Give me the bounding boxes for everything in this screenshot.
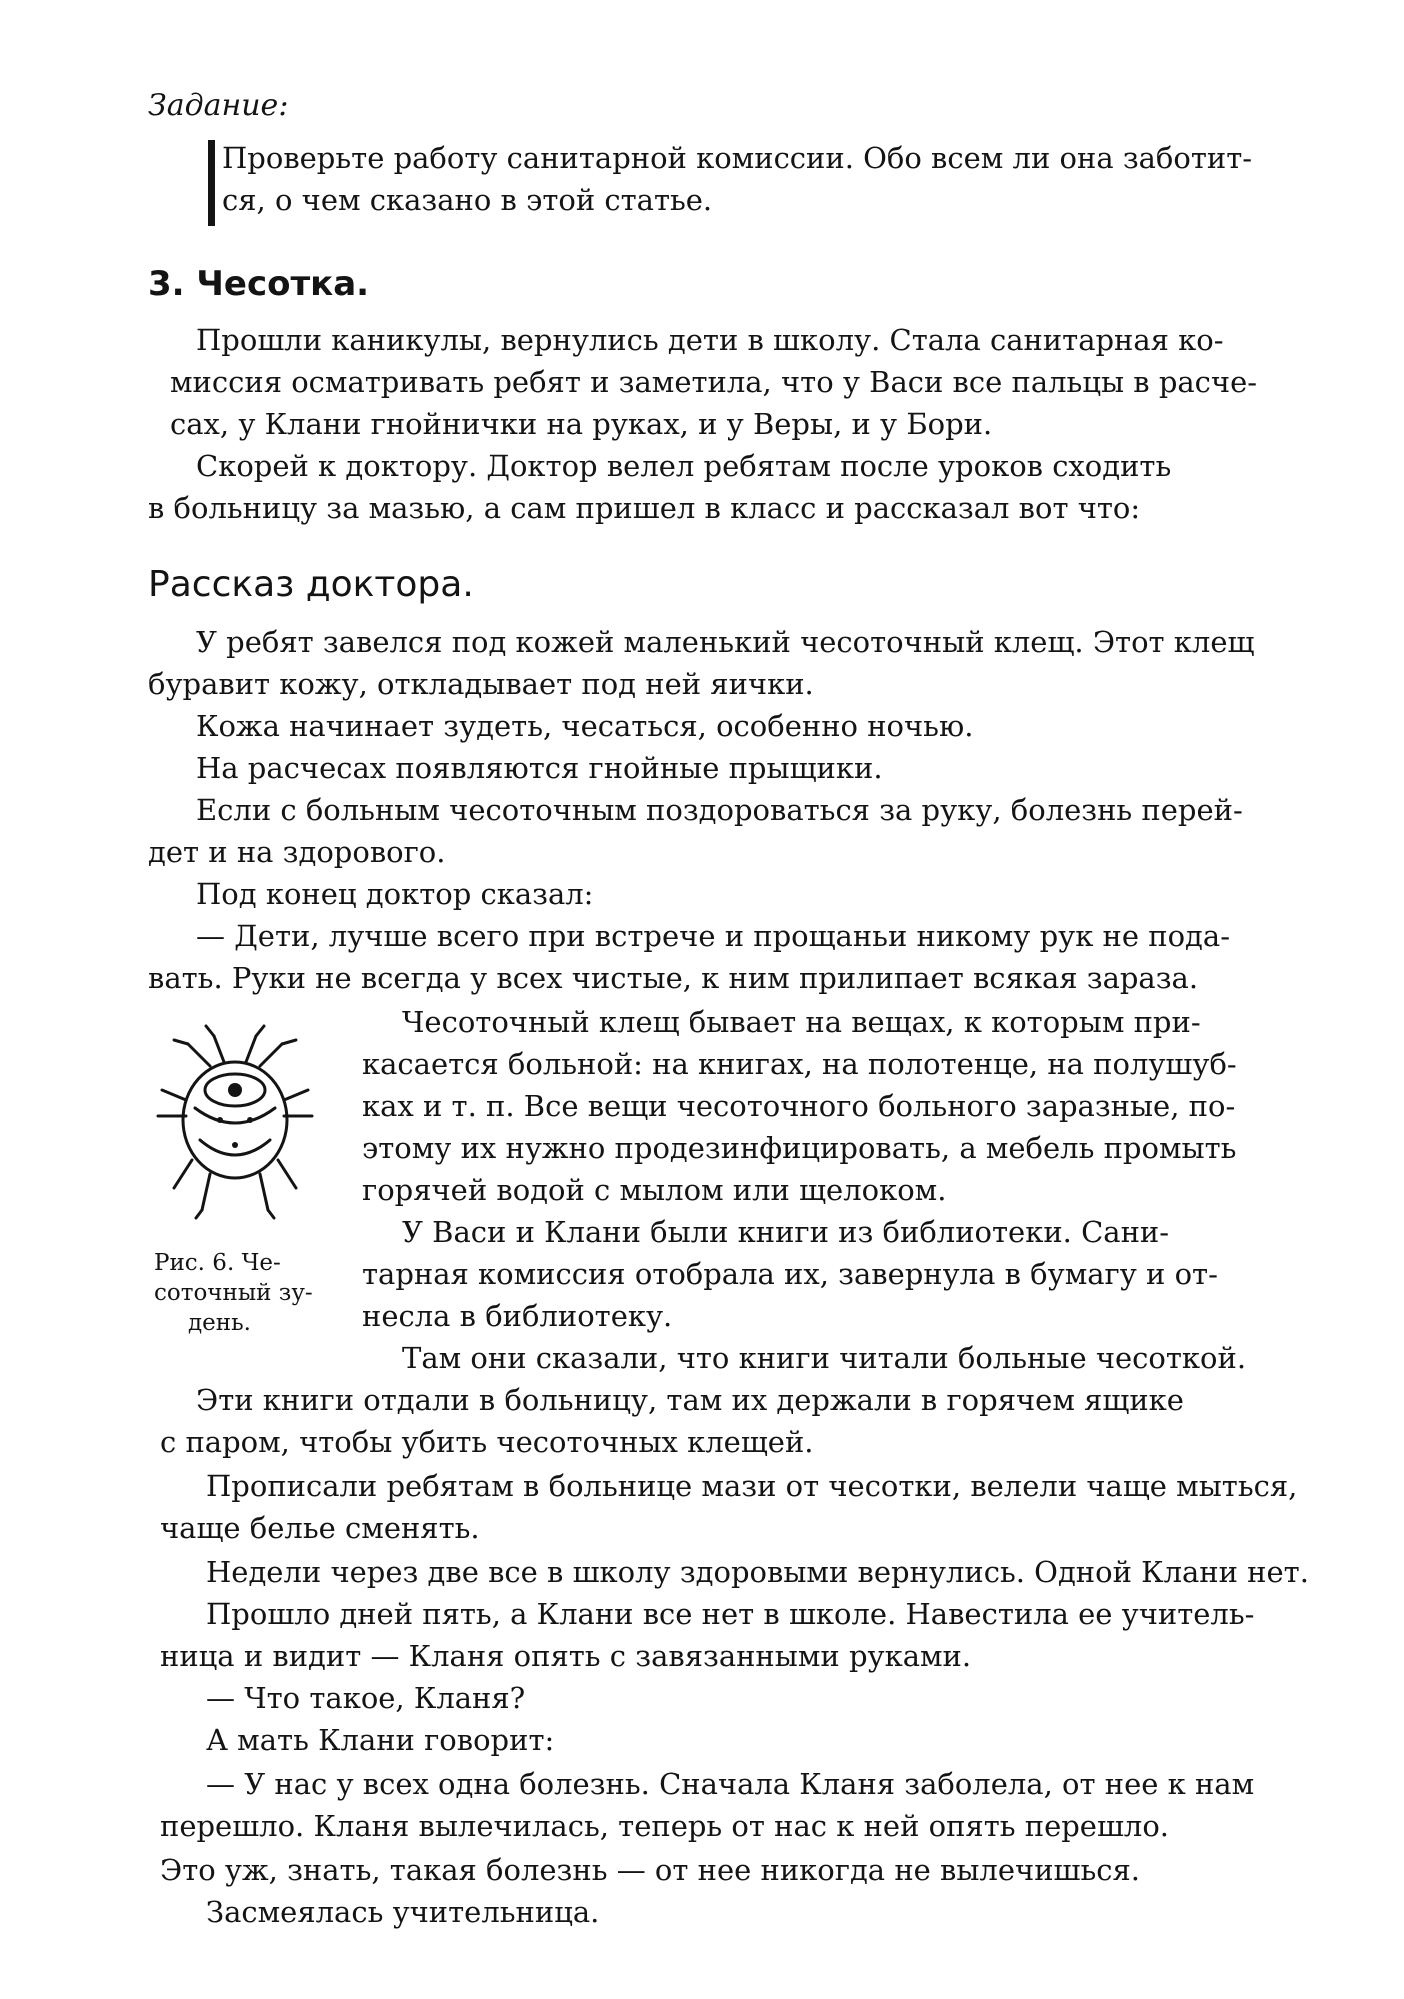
paragraph-line: сах, у Клани гнойнички на руках, и у Веры, и у Бори. xyxy=(170,407,993,441)
section-heading: 3. Чесотка. xyxy=(148,264,370,304)
story-line: Под конец доктор сказал: xyxy=(196,877,594,911)
story-line: Засмеялась учительница. xyxy=(206,1895,600,1929)
story-line: — У нас у всех одна болезнь. Сначала Кланя заболела, от нее к нам xyxy=(206,1767,1255,1801)
story-line: горячей водой с мылом или щелоком. xyxy=(362,1173,947,1207)
story-line: касается больной: на книгах, на полотенце, на полушуб- xyxy=(362,1047,1237,1081)
paragraph-line: миссия осматривать ребят и заметила, что у Васи все пальцы в расче- xyxy=(170,365,1258,399)
story-line: этому их нужно продезинфицировать, а мебель промыть xyxy=(362,1131,1237,1165)
assignment-line-2: ся, о чем сказано в этой статье. xyxy=(222,183,713,217)
story-line: На расчесах появляются гнойные прыщики. xyxy=(196,751,883,785)
story-line: — Дети, лучше всего при встрече и прощаньи никому рук не пода- xyxy=(196,919,1231,953)
story-line: Кожа начинает зудеть, чесаться, особенно ночью. xyxy=(196,709,974,743)
paragraph-line: в больницу за мазью, а сам пришел в класс и рассказал вот что: xyxy=(148,491,1141,525)
figure-caption-line: соточный зу- xyxy=(154,1280,313,1306)
assignment-label: Задание: xyxy=(148,88,289,123)
story-line: тарная комиссия отобрала их, завернула в бумагу и от- xyxy=(362,1257,1218,1291)
story-line: с паром, чтобы убить чесоточных клещей. xyxy=(160,1425,814,1459)
story-line: Недели через две все в школу здоровыми вернулись. Одной Клани нет. xyxy=(206,1555,1309,1589)
assignment-bar xyxy=(208,140,215,226)
story-line: Чесоточный клещ бывает на вещах, к которым при- xyxy=(402,1005,1201,1039)
story-line: перешло. Кланя вылечилась, теперь от нас к ней опять перешло. xyxy=(160,1809,1170,1843)
story-line: вать. Руки не всегда у всех чистые, к ним прилипает всякая зараза. xyxy=(148,961,1199,995)
paragraph-line: Прошли каникулы, вернулись дети в школу. Стала санитарная ко- xyxy=(196,323,1224,357)
paragraph-line: Скорей к доктору. Доктор велел ребятам после уроков сходить xyxy=(196,449,1172,483)
story-line: Это уж, знать, такая болезнь — от нее никогда не вылечишься. xyxy=(160,1853,1141,1887)
story-line: ках и т. п. Все вещи чесоточного больного заразные, по- xyxy=(362,1089,1236,1123)
story-heading: Рассказ доктора. xyxy=(148,564,474,605)
figure-caption-line: Рис. 6. Че- xyxy=(154,1250,281,1276)
story-line: ница и видит — Кланя опять с завязанными руками. xyxy=(160,1639,972,1673)
story-line: Прописали ребятам в больнице мази от чесотки, велели чаще мыться, xyxy=(206,1469,1298,1503)
story-line: А мать Клани говорит: xyxy=(206,1723,555,1757)
figure-caption-line: день. xyxy=(188,1310,251,1336)
story-line: У Васи и Клани были книги из библиотеки. Сани- xyxy=(402,1215,1170,1249)
story-line: буравит кожу, откладывает под ней яички. xyxy=(148,667,814,701)
assignment-line-1: Проверьте работу санитарной комиссии. Обо всем ли она заботит- xyxy=(222,141,1253,175)
story-line: — Что такое, Кланя? xyxy=(206,1681,526,1715)
story-line: Если с больным чесоточным поздороваться за руку, болезнь перей- xyxy=(196,793,1243,827)
story-line: Там они сказали, что книги читали больные чесоткой. xyxy=(402,1341,1247,1375)
story-line: несла в библиотеку. xyxy=(362,1299,673,1333)
story-line: чаще белье сменять. xyxy=(160,1511,480,1545)
mite-illustration xyxy=(150,1020,320,1220)
story-line: дет и на здорового. xyxy=(148,835,446,869)
story-line: Эти книги отдали в больницу, там их держали в горячем ящике xyxy=(196,1383,1184,1417)
story-line: Прошло дней пять, а Клани все нет в школе. Навестила ее учитель- xyxy=(206,1597,1255,1631)
story-line: У ребят завелся под кожей маленький чесоточный клещ. Этот клещ xyxy=(196,625,1255,659)
